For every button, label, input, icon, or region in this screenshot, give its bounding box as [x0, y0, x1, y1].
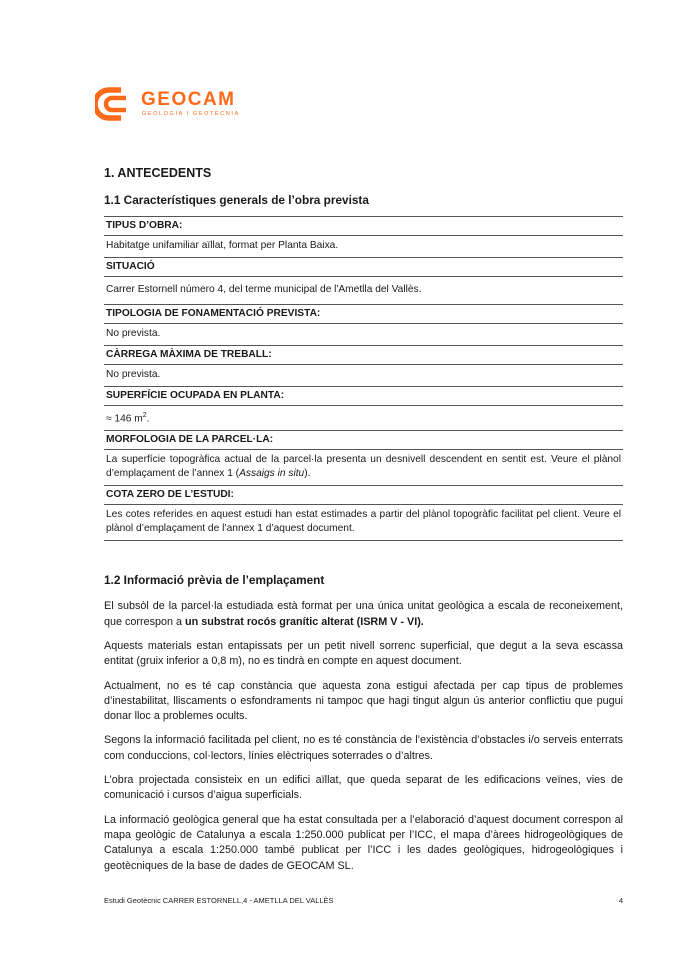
page-number: 4 — [618, 896, 623, 905]
paragraph-1-text: El subsòl de la parcel·la estudiada està format per una única unitat geològica a escala de reconeixement, que correspon a — [104, 600, 623, 628]
row-label-cota-zero: COTA ZERO DE L’ESTUDI: — [104, 486, 623, 505]
footer-text: Estudi Geotècnic CARRER ESTORNELL,4 - AMETLLA DEL VALLÈS — [104, 896, 334, 905]
row-value-morfologia — [104, 450, 623, 486]
row-value-tipologia: No prevista. — [104, 324, 623, 346]
row-label-tipologia: TIPOLOGIA DE FONAMENTACIÓ PREVISTA: — [104, 305, 623, 324]
geocam-logo — [95, 84, 270, 124]
row-label-situacio: SITUACIÓ — [104, 258, 623, 277]
subsection-heading-1-2: 1.2 Informació prèvia de l’emplaçament — [104, 573, 325, 588]
morfologia-italic: Assaigs in situ — [239, 468, 305, 480]
morfologia-text: La superfície topogràfica actual de la parcel·la presenta un desnivell descendent en sentit est. Veure el plànol d’emplaçament de l’annex 1 ( — [106, 454, 621, 480]
paragraph-2: Aquests materials estan entapissats per un petit nivell sorrenc superficial, que degut a la seva escassa entitat (gruix inferior a 0,8 m), no es tindrà en compte en aquest document. — [104, 639, 623, 668]
morfologia-end: ). — [304, 468, 311, 480]
page-footer — [104, 896, 623, 905]
page-content — [104, 166, 623, 883]
row-value-tipus-obra: Habitatge unifamiliar aïllat, format per Planta Baixa. — [104, 236, 623, 258]
paragraph-4: Segons la informació facilitada pel client, no es té constància de l’existència d’obstacles i/o serveis enterrats com conduccions, col·lectors, línies elèctriques soterrades o d’altres. — [104, 734, 623, 762]
row-label-morfologia: MORFOLOGIA DE LA PARCEL·LA: — [104, 431, 623, 450]
logo-brand-name: GEOCAM — [141, 89, 236, 110]
paragraph-3: Actualment, no es té cap constància que aquesta zona estigui afectada per cap tipus de problemes d’inestabilitat, lliscaments o esfondraments ni tampoc que hagi tingut algun ús anterior conflictiu que pugui donar lloc a problemes ocults. — [104, 679, 623, 723]
row-label-tipus-obra: TIPUS D’OBRA: — [104, 217, 623, 236]
paragraph-1-bold: un substrat rocós granític alterat (ISRM V - VI). — [185, 615, 424, 628]
row-value-situacio: Carrer Estornell número 4, del terme municipal de l'Ametlla del Vallès. — [104, 277, 623, 305]
section-1-2 — [104, 573, 623, 873]
geocam-logo-mark-icon — [95, 86, 139, 122]
section-heading: 1. ANTECEDENTS — [104, 166, 212, 180]
project-characteristics-table — [104, 216, 623, 541]
superficie-exponent: 2 — [142, 412, 147, 419]
superficie-value: ≈ 146 m — [106, 413, 143, 425]
row-value-superficie — [104, 406, 623, 431]
subsection-heading-1-1: 1.1 Característiques generals de l’obra prevista — [104, 193, 369, 207]
logo-tagline: GEOLOGIA I GEOTÈCNIA — [142, 111, 240, 117]
row-value-carrega: No prevista. — [104, 365, 623, 387]
row-label-superficie: SUPERFÍCIE OCUPADA EN PLANTA: — [104, 387, 623, 406]
paragraph-1 — [104, 599, 623, 630]
row-value-cota-zero: Les cotes referides en aquest estudi han estat estimades a partir del plànol topogràfic facilitat pel client. Veure el plànol d’emplaçament de l’annex 1 d’aquest document. — [104, 505, 623, 541]
paragraph-6: La informació geològica general que ha estat consultada per a l’elaboració d’aquest document correspon al mapa geològic de Catalunya a escala 1:250.000 publicat per l’ICC, el mapa d’àrees hidrogeològiques de Catalunya a escala 1:250.000 també publicat per l’ICC i les dades geològiques, hidrogeològiques i geotècniques de la base de dades de GEOCAM SL. — [104, 813, 623, 872]
paragraph-5: L’obra projectada consisteix en un edifici aïllat, que queda separat de les edificacions veïnes, vies de comunicació i cursos d’aigua superficials. — [104, 774, 623, 802]
row-label-carrega: CÀRREGA MÀXIMA DE TREBALL: — [104, 346, 623, 365]
superficie-period: . — [146, 413, 150, 425]
